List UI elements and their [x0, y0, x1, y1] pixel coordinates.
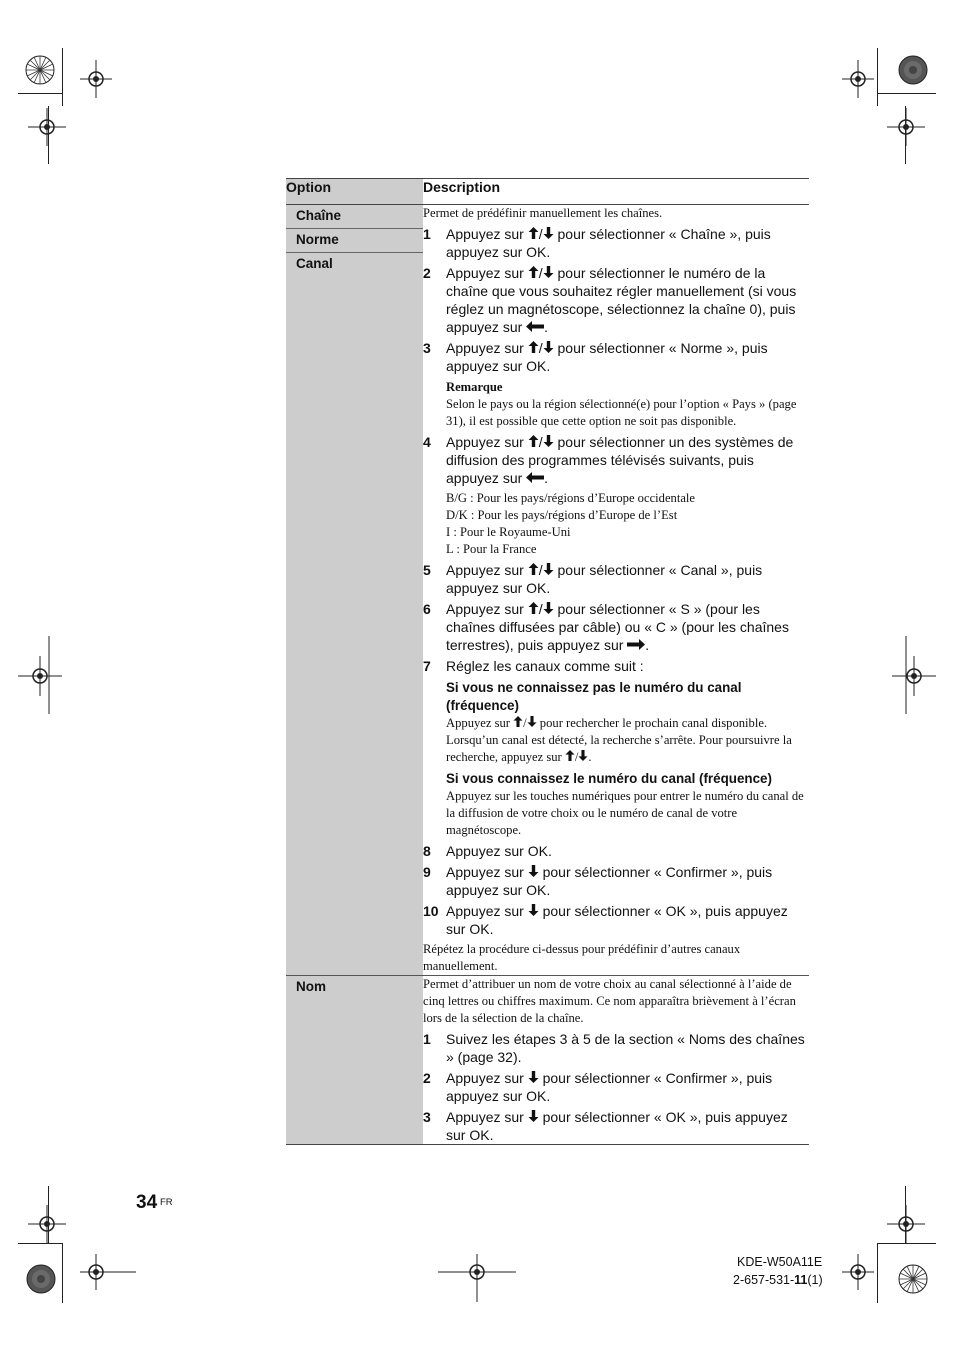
model-number: KDE-W50A11E: [737, 1255, 823, 1269]
page-number: 34: [136, 1192, 158, 1213]
registration-target-icon: [28, 1205, 66, 1243]
step-number: 5: [423, 562, 431, 578]
step-number: 9: [423, 864, 431, 880]
note-title: Remarque: [446, 380, 503, 394]
sub-text: [446, 715, 809, 766]
step-text: pour sélectionner « Canal », puis appuyez sur OK.: [446, 562, 763, 596]
repeat-text: Répétez la procédure ci-dessus pour prédéfinir d’autres canaux manuellement.: [423, 942, 741, 973]
sub-text: Appuyez sur les touches numériques pour entrer le numéro du canal de la diffusion de votre choix ou le numéro de canal de votre magnétoscope.: [446, 789, 804, 837]
up-down-arrow-icon: /: [528, 562, 554, 578]
step-number: 1: [423, 226, 431, 242]
step-number: 6: [423, 601, 431, 617]
description-cell: [423, 205, 809, 976]
sub-heading: Si vous ne connaissez pas le numéro du canal (fréquence): [446, 680, 742, 713]
list-item: D/K : Pour les pays/régions d’Europe de l’Est: [446, 508, 678, 522]
step-text: Réglez les canaux comme suit :: [446, 658, 644, 674]
code-suffix: (1): [807, 1273, 823, 1287]
up-down-arrow-icon: /: [565, 750, 589, 764]
registration-target-icon: [887, 1205, 925, 1243]
registration-target-icon: [80, 60, 112, 98]
step-6: [423, 600, 809, 654]
arrow-left-icon: [526, 321, 544, 332]
step-2: [423, 1069, 809, 1105]
intro-text: Permet d’attribuer un nom de votre choix au canal sélectionné à l’aide de cinq lettres ou chiffres maximum. Ce nom apparaîtra brièvement à l’écran lors de la sélection de la chaîne.: [423, 977, 796, 1025]
arrow-down-icon: [528, 865, 539, 877]
list-item: L : Pour la France: [446, 542, 537, 556]
step-text: Appuyez sur: [446, 1070, 528, 1086]
up-down-arrow-icon: /: [528, 226, 554, 242]
up-down-arrow-icon: /: [528, 340, 554, 356]
systems-list: [446, 490, 809, 558]
registration-target-icon: [48, 636, 50, 714]
step-3: [423, 339, 809, 375]
color-wheel-icon: [898, 1264, 928, 1294]
step-8: [423, 842, 809, 860]
registration-target-icon: [842, 60, 874, 98]
registration-target-icon: [28, 108, 66, 146]
code-prefix: 2-657-531-: [733, 1273, 795, 1287]
option-chaine: Chaîne: [286, 205, 423, 229]
step-text: pour sélectionner un des systèmes de diffusion des programmes télévisés suivants, puis appuyez sur: [446, 434, 794, 486]
note-text: Selon le pays ou la région sélectionné(e) pour l’option « Pays » (page 31), il est possible que cette option ne soit pas disponible.: [446, 397, 797, 428]
step-9: [423, 863, 809, 899]
arrow-right-icon: [627, 639, 645, 650]
step-text: Appuyez sur: [446, 1109, 528, 1125]
step-text: pour sélectionner « Confirmer », puis appuyez sur OK.: [446, 864, 773, 898]
text-part: pour rechercher le prochain canal disponible. Lorsqu’un canal est détecté, la recherche s’arrête. Pour poursuivre la recherche, appuyez sur: [446, 716, 792, 764]
option-nom: Nom: [296, 979, 326, 994]
sub-heading: Si vous connaissez le numéro du canal (fréquence): [446, 771, 772, 786]
step-7: [423, 657, 809, 675]
arrow-left-icon: [526, 472, 544, 483]
step-number: 1: [423, 1031, 431, 1047]
step-text: Appuyez sur OK.: [446, 843, 552, 859]
intro-text: Permet de prédéfinir manuellement les chaînes.: [423, 206, 663, 220]
step-text: .: [544, 319, 549, 335]
step-number: 4: [423, 434, 431, 450]
step-text: Appuyez sur: [446, 903, 528, 919]
color-wheel-icon: [25, 55, 55, 85]
header-description: Description: [423, 179, 809, 205]
step-text: pour sélectionner « Norme », puis appuyez sur OK.: [446, 340, 768, 374]
step-text: pour sélectionner « Confirmer », puis appuyez sur OK.: [446, 1070, 773, 1104]
up-down-arrow-icon: /: [513, 716, 537, 730]
step-text: Suivez les étapes 3 à 5 de la section « Noms des chaînes » (page 32).: [446, 1031, 805, 1065]
language-code: FR: [160, 1197, 173, 1208]
step-text: pour sélectionner le numéro de la chaîne que vous souhaitez régler manuellement (si vous réglez un magnétoscope, sélectionnez la chaîne 0), puis appuyez sur: [446, 265, 797, 335]
step-text: pour sélectionner « OK », puis appuyez sur OK.: [446, 1109, 788, 1143]
up-down-arrow-icon: /: [528, 601, 554, 617]
step-number: 7: [423, 658, 431, 674]
registration-target-icon: [905, 636, 907, 714]
step-number: 2: [423, 265, 431, 281]
step-number: 2: [423, 1070, 431, 1086]
option-column: [286, 205, 423, 976]
registration-target-icon: [438, 1254, 516, 1302]
step-number: 3: [423, 1109, 431, 1125]
step-text: Appuyez sur: [446, 434, 528, 450]
step-number: 8: [423, 843, 431, 859]
sub-section-unknown: [446, 679, 809, 839]
step-text: pour sélectionner « Chaîne », puis appuyez sur OK.: [446, 226, 771, 260]
step-1: [423, 225, 809, 261]
table-row: [286, 976, 809, 1145]
arrow-down-icon: [528, 1071, 539, 1083]
step-number: 3: [423, 340, 431, 356]
option-column: [286, 976, 423, 1145]
text-part: Appuyez sur: [446, 716, 514, 730]
up-down-arrow-icon: /: [528, 434, 554, 450]
step-text: .: [544, 470, 549, 486]
document-code: [733, 1273, 823, 1287]
step-text: Appuyez sur: [446, 601, 528, 617]
list-item: B/G : Pour les pays/régions d’Europe occidentale: [446, 491, 696, 505]
registration-target-icon: [18, 656, 62, 696]
code-bold: 11: [794, 1273, 808, 1287]
registration-target-icon: [842, 1254, 874, 1290]
step-text: .: [645, 637, 650, 653]
step-5: [423, 561, 809, 597]
step-text: pour sélectionner « OK », puis appuyez sur OK.: [446, 903, 788, 937]
registration-target-icon: [887, 108, 925, 146]
up-down-arrow-icon: /: [528, 265, 554, 281]
gray-disc-icon: [26, 1264, 56, 1294]
step-2: [423, 264, 809, 336]
step-text: Appuyez sur: [446, 864, 528, 880]
step-text: Appuyez sur: [446, 226, 528, 242]
table-row: [286, 205, 809, 976]
header-option: Option: [286, 179, 423, 205]
step-10: [423, 902, 809, 938]
option-canal: Canal: [296, 256, 333, 271]
arrow-down-icon: [528, 904, 539, 916]
step-3: [423, 1108, 809, 1144]
table-header-row: [286, 179, 809, 205]
step-text: Appuyez sur: [446, 340, 528, 356]
option-norme: Norme: [286, 229, 423, 253]
description-cell: [423, 976, 809, 1145]
step-4: [423, 433, 809, 487]
registration-target-icon: [892, 656, 936, 696]
step-1: [423, 1030, 809, 1066]
note: [446, 379, 809, 430]
gray-disc-icon: [898, 55, 928, 85]
step-text: Appuyez sur: [446, 265, 528, 281]
step-text: Appuyez sur: [446, 562, 528, 578]
step-text: pour sélectionner « S » (pour les chaînes diffusées par câble) ou « C » (pour les chaînes terrestres), puis appuyez sur: [446, 601, 789, 653]
text-part: .: [588, 750, 592, 764]
arrow-down-icon: [528, 1110, 539, 1122]
step-number: 10: [423, 903, 439, 919]
registration-target-icon: [80, 1254, 136, 1290]
options-table: [286, 178, 809, 1145]
list-item: I : Pour le Royaume-Uni: [446, 525, 571, 539]
